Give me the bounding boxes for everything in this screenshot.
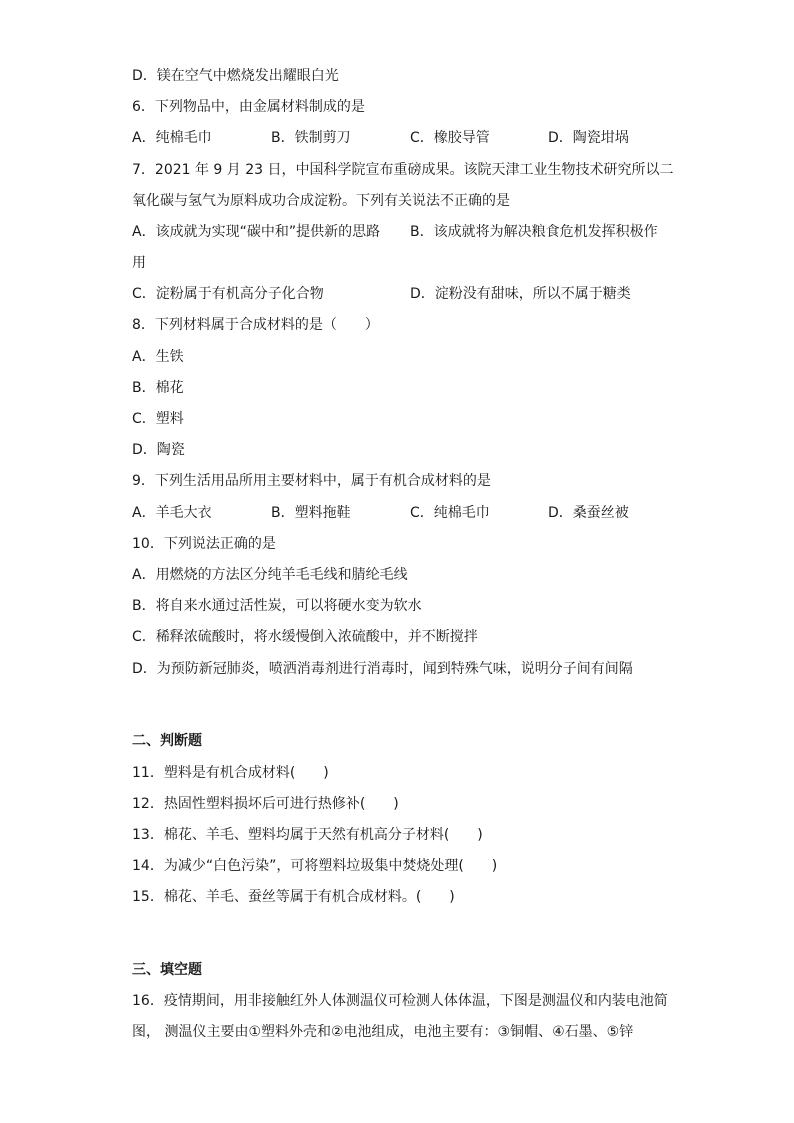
q10-option-a: A．用燃烧的方法区分纯羊毛毛线和腈纶毛线: [132, 567, 408, 583]
q9-option-d: D．桑蚕丝被: [548, 505, 629, 521]
q10-option-c: C．稀释浓硫酸时，将水缓慢倒入浓硫酸中，并不断搅拌: [132, 629, 478, 645]
q6-option-a: A．纯棉毛巾: [132, 130, 212, 146]
q16-line2: 图， 测温仪主要由①塑料外壳和②电池组成，电池主要有：③铜帽、④石墨、⑤锌: [132, 1024, 634, 1040]
q10-stem: 10．下列说法正确的是: [132, 536, 276, 552]
q9-option-b: B．塑料拖鞋: [271, 505, 351, 521]
q8-stem: 8．下列材料属于合成材料的是（ ）: [132, 317, 379, 333]
q6-stem: 6．下列物品中，由金属材料制成的是: [132, 99, 365, 115]
q15: 15．棉花、羊毛、蚕丝等属于有机合成材料。( ): [132, 889, 455, 905]
q6-option-d: D．陶瓷坩埚: [548, 130, 629, 146]
q13: 13．棉花、羊毛、塑料均属于天然有机高分子材料( ): [132, 827, 483, 843]
q6-option-b: B．铁制剪刀: [271, 130, 351, 146]
q14: 14．为减少“白色污染”，可将塑料垃圾集中焚烧处理( ): [132, 858, 498, 874]
q10-option-b: B．将自来水通过活性炭，可以将硬水变为软水: [132, 598, 422, 614]
q8-option-c: C．塑料: [132, 411, 184, 427]
q6-option-c: C．橡胶导管: [410, 130, 490, 146]
q8-option-d: D．陶瓷: [132, 442, 185, 458]
q9-stem: 9．下列生活用品所用主要材料中，属于有机合成材料的是: [132, 473, 491, 489]
q9-option-a: A．羊毛大衣: [132, 505, 212, 521]
q8-option-b: B．棉花: [132, 380, 184, 396]
q10-option-d: D．为预防新冠肺炎，喷洒消毒剂进行消毒时，闻到特殊气味，说明分子间有间隔: [132, 661, 633, 677]
q12: 12．热固性塑料损坏后可进行热修补( ): [132, 796, 399, 812]
q7-option-d: D．淀粉没有甜味，所以不属于糖类: [410, 286, 631, 302]
section2-title: 二、判断题: [132, 733, 202, 749]
q11: 11．塑料是有机合成材料( ): [132, 765, 329, 781]
q7-option-b-cont: 用: [132, 255, 146, 271]
q7-option-a: A．该成就为实现“碳中和”提供新的思路: [132, 224, 381, 240]
q5-option-d: D．镁在空气中燃烧发出耀眼白光: [132, 68, 339, 84]
q7-option-c: C．淀粉属于有机高分子化合物: [132, 286, 324, 302]
q9-option-c: C．纯棉毛巾: [410, 505, 490, 521]
q16-line1: 16．疫情期间，用非接触红外人体测温仪可检测人体体温，下图是测温仪和内装电池简: [132, 993, 668, 1009]
q7-stem-line1: 7．2021 年 9 月 23 日，中国科学院宣布重磅成果。该院天津工业生物技术研究所以二: [132, 162, 674, 178]
q8-option-a: A．生铁: [132, 349, 184, 365]
section3-title: 三、填空题: [132, 962, 202, 978]
q7-stem-line2: 氧化碳与氢气为原料成功合成淀粉。下列有关说法不正确的是: [132, 193, 510, 209]
q7-option-b: B．该成就将为解决粮食危机发挥积极作: [410, 224, 658, 240]
